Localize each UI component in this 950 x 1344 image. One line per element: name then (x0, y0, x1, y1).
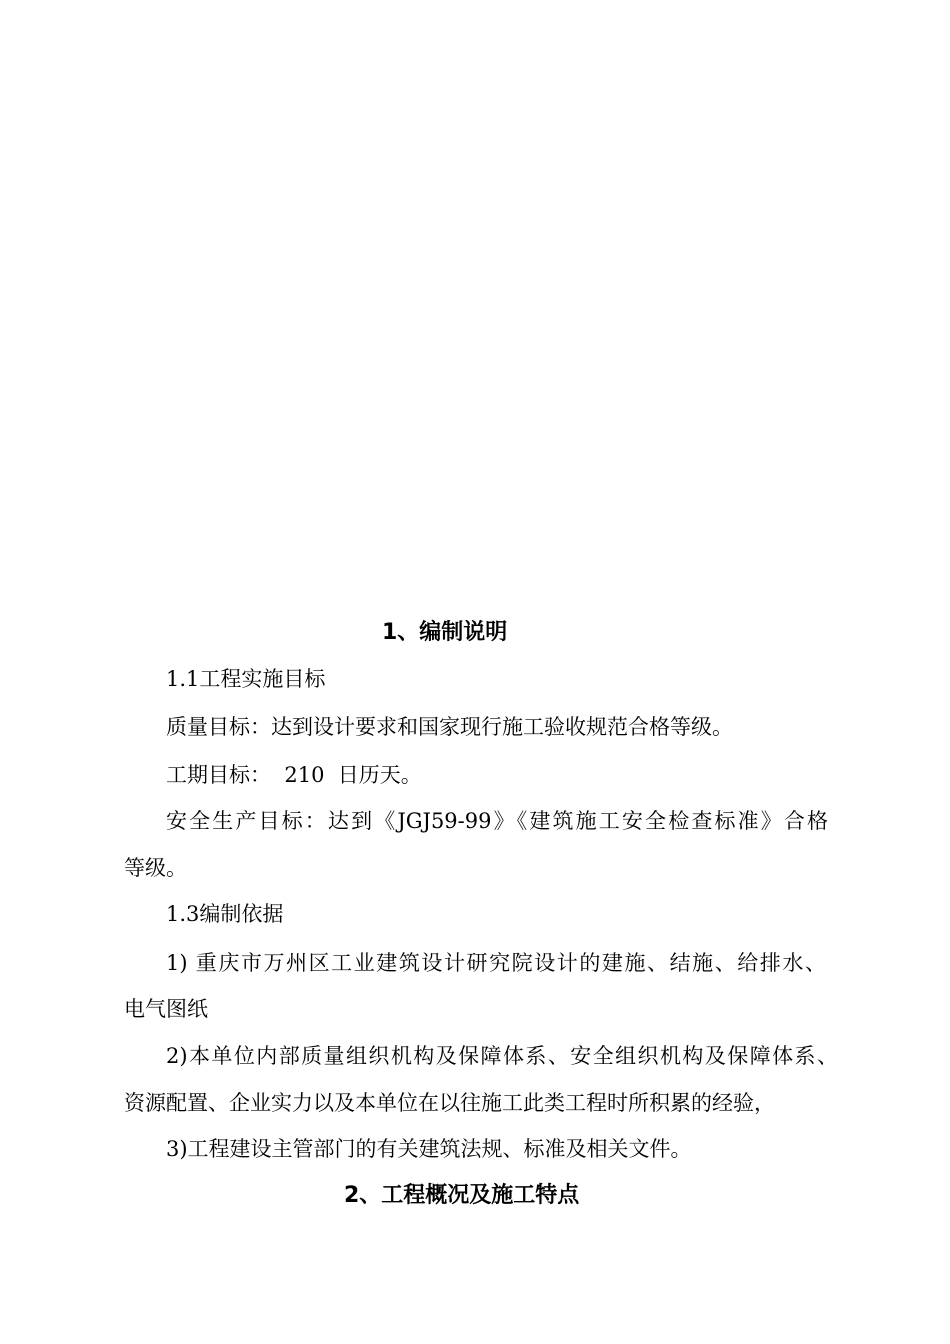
subsection-1-3-title: 1.3编制依据 (166, 902, 284, 926)
basis-item-3: 3)工程建设主管部门的有关建筑法规、标准及相关文件。 (166, 1137, 692, 1161)
subsection-1-1-title: 1.1工程实施目标 (166, 667, 326, 691)
schedule-goal: 工期目标： 210 日历天。 (166, 763, 422, 787)
basis-item-2-line-1: 2)本单位内部质量组织机构及保障体系、安全组织机构及保障体系、 (166, 1044, 838, 1068)
section-1-title: 1、编制说明 (382, 620, 508, 645)
safety-goal-line-2: 等级。 (124, 856, 187, 880)
basis-item-1-line-2: 电气图纸 (124, 997, 208, 1021)
quality-goal: 质量目标：达到设计要求和国家现行施工验收规范合格等级。 (166, 715, 733, 739)
basis-item-1-line-1: 1) 重庆市万州区工业建筑设计研究院设计的建施、结施、给排水、 (166, 951, 826, 975)
basis-item-2-line-2: 资源配置、企业实力以及本单位在以往施工此类工程时所积累的经验， (124, 1091, 775, 1115)
safety-goal-line-1: 安全生产目标：达到《JGJ59-99》《建筑施工安全检查标准》合格 (166, 809, 828, 833)
section-2-title: 2、工程概况及施工特点 (344, 1183, 580, 1208)
